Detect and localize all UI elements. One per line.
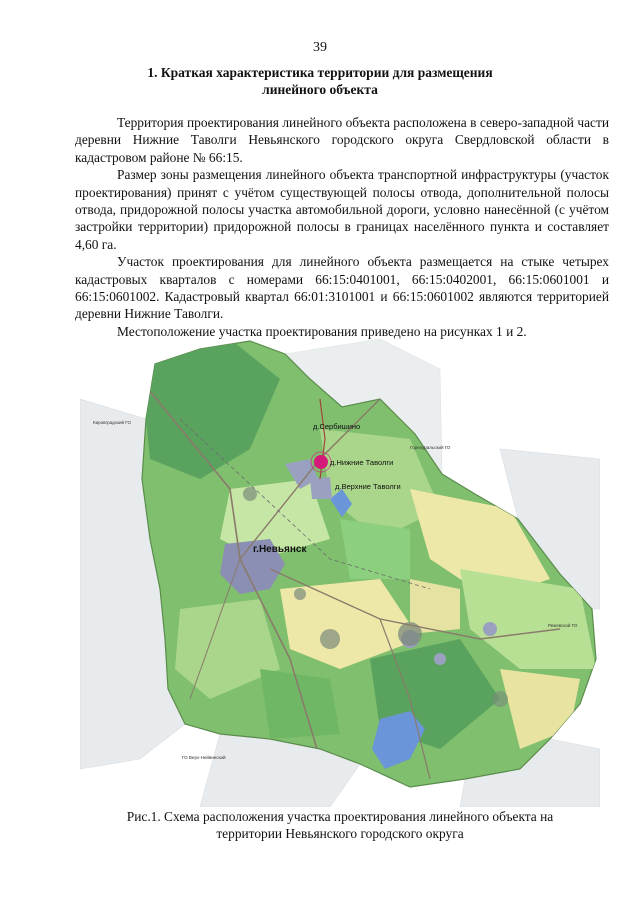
label-nizhnie-tavolgi: д.Нижние Таволги <box>330 458 394 467</box>
label-gornouralsk-go: Горноуральский ГО <box>410 445 451 450</box>
label-verkh-neyvinsky-go: ГО Верх-Нейвинский <box>182 755 226 760</box>
location-map <box>80 339 600 807</box>
page-number: 39 <box>313 40 327 55</box>
figure-caption <box>80 808 600 843</box>
label-nevyansk: г.Невьянск <box>253 544 307 555</box>
paragraph-figure-ref: Местоположение участка проектирования приведено на рисунках 1 и 2. <box>117 323 527 339</box>
label-verkhnie-tavolgi: д.Верхние Таволги <box>335 482 401 491</box>
label-rezhevskoy-go: Режевской ГО <box>548 623 578 628</box>
label-serbishino: д.Сербишино <box>313 422 361 431</box>
paragraph-zone-size: Размер зоны размещения линейного объекта транспортной инфраструктуры (участок проектирования) принят с учётом существующей полосы отвода, дополнительной полосы отвода, придорожной полосы участка автомобильной дороги, условно нанесённой (с учётом застройки территории) придорожной полосы в границах населённого пункта и составляет 4,60 га. <box>75 167 609 252</box>
caption-line-1: Рис.1. Схема расположения участка проектирования линейного объекта на <box>126 809 554 824</box>
heading-line-2: линейного объекта <box>262 82 378 97</box>
section-heading <box>100 64 540 98</box>
label-kirovgrad-go: Кировградский ГО <box>93 420 131 425</box>
project-site-marker <box>314 455 328 469</box>
body-text <box>75 114 609 340</box>
caption-line-2: территории Невьянского городского округа <box>216 826 464 842</box>
paragraph-location: Территория проектирования линейного объекта расположена в северо-западной части деревни Нижние Таволги Невьянского городского округа Свердловской области в кадастровом районе № 66:15. <box>75 115 609 165</box>
paragraph-cadastral: Участок проектирования для линейного объекта размещается на стыке четырех кадастровых кварталов с номерами 66:15:0401001, 66:15:0402001, 66:15:0601001 и 66:15:0601002. Кадастровый квартал 66:01:3101001 и 66:15:0601002 являются территорией деревни Нижние Таволги. <box>75 254 609 322</box>
heading-line-1: 1. Краткая характеристика территории для размещения <box>147 65 493 80</box>
